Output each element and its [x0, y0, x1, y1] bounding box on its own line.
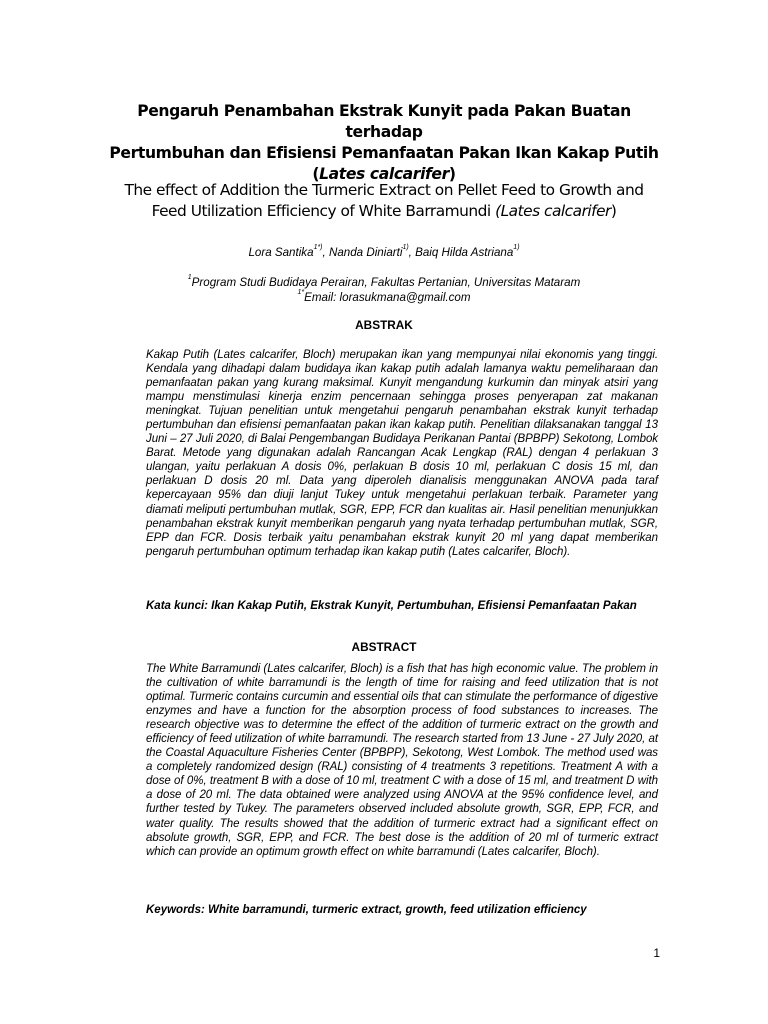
affiliation — [100, 276, 668, 305]
author-mark: 1) — [513, 244, 520, 251]
author-name: Nanda Diniarti — [328, 246, 403, 259]
abstract-body: The White Barramundi (Lates calcarifer, Bloch) is a fish that has high economic value. The problem in the cultivation of white barramundi is the length of time for raising and feed utilization that is not optimal. Turmeric contains curcumin and essential oils that can stimulate the performance of digestive enzymes and have a function for the absorption process of food substances to increases. The research objective was to determine the effect of the addition of turmeric extract on the growth and efficiency of feed utilization of white barramundi. The research started from 13 June - 27 July 2020, at the Coastal Aquaculture Fisheries Center (BPBPP), Sekotong, West Lombok. The method used was a completely randomized design (RAL) consisting of 4 treatments 3 repetitions. Treatment A with a dose of 0%, treatment B with a dose of 10 ml, treatment C with a dose of 15 ml, and treatment D with a dose of 20 ml. The data obtained were analyzed using ANOVA at the 95% confidence level, and further tested by Tukey. The parameters observed included absolute growth, SGR, EPP, FCR, and water quality. The results showed that the addition of turmeric extract had a significant effect on absolute growth, SGR, EPP, and FCR. The best dose is the addition of 20 ml of turmeric extract which can provide an optimum growth effect on white barramundi (Lates calcarifer, Bloch). — [146, 663, 658, 858]
title-english — [100, 180, 668, 222]
title-species-open: ( — [312, 165, 320, 183]
page-number: 1 — [653, 946, 660, 960]
email-line — [100, 288, 668, 306]
affiliation-mark: 1 — [187, 274, 192, 281]
email-mark: 1* — [297, 288, 305, 296]
author-mark: 1) — [402, 244, 409, 251]
abstrak-heading: ABSTRAK — [355, 318, 413, 332]
author-name: Lora Santika — [248, 246, 314, 259]
title-en-line-2-prefix: Feed Utilization Efficiency of White Barramundi — [151, 202, 496, 220]
title-id-line-1: Pengaruh Penambahan Ekstrak Kunyit pada Pakan Buatan terhadap — [137, 102, 631, 141]
title-species: Lates calcarifer — [319, 165, 449, 183]
title-species-close: ) — [448, 165, 456, 183]
author-list — [100, 246, 668, 260]
title-en-species: (Lates calcarifer — [495, 202, 611, 220]
affiliation-text: Program Studi Budidaya Perairan, Fakultas Pertanian, Universitas Mataram — [191, 276, 581, 289]
email-text: Email: lorasukmana@gmail.com — [304, 290, 471, 304]
keywords-line: Keywords: White barramundi, turmeric extract, growth, feed utilization efficiency — [146, 904, 587, 916]
affiliation-line — [100, 276, 668, 291]
title-indonesian — [100, 101, 668, 185]
kata-kunci: Kata kunci: Ikan Kakap Putih, Ekstrak Kunyit, Pertumbuhan, Efisiensi Pemanfaatan Pakan — [146, 600, 637, 612]
abstract-heading: ABSTRACT — [351, 640, 417, 654]
author-name: Baiq Hilda Astriana — [415, 246, 514, 259]
abstrak-body: Kakap Putih (Lates calcarifer, Bloch) merupakan ikan yang mempunyai nilai ekonomis yang tinggi. Kendala yang dihadapi dalam budidaya ikan kakap putih adalah lamanya waktu pemeliharaan dan pemanfaatan pakan yang kurang maksimal. Kunyit mengandung kurkumin dan minyak atsiri yang mampu menstimulasi kinerja enzim pencernaan sehingga proses penyerapan zat makanan meningkat. Tujuan penelitian untuk mengetahui pengaruh penambahan ekstrak kunyit terhadap pertumbuhan dan efisiensi pemanfaatan pakan ikan kakap putih. Penelitian dilaksanakan tanggal 13 Juni – 27 Juli 2020, di Balai Pengembangan Budidaya Perikanan Pantai (BPBPP) Sekotong, Lombok Barat. Metode yang digunakan adalah Rancangan Acak Lengkap (RAL) dengan 4 perlakuan 3 ulangan, yaitu perlakuan A dosis 0%, perlakuan B dosis 10 ml, perlakuan C dosis 15 ml, dan perlakuan D dosis 20 ml. Data yang diperoleh dianalisis menggunakan ANOVA pada taraf kepercayaan 95% dan diuji lanjut Tukey untuk mengetahui perlakuan terbaik. Parameter yang diamati meliputi pertumbuhan mutlak, SGR, EPP, FCR dan kualitas air. Hasil penelitian menunjukkan penambahan ekstrak kunyit memberikan pengaruh yang nyata terhadap pertumbuhan mutlak, SGR, EPP dan FCR. Dosis terbaik yaitu penambahan ekstrak kunyit 20 ml yang dapat memberikan pengaruh pertumbuhan optimum terhadap ikan kakap putih (Lates calcarifer, Bloch). — [146, 349, 658, 558]
title-en-line-1: The effect of Addition the Turmeric Extract on Pellet Feed to Growth and — [124, 181, 644, 199]
title-en-line-2 — [100, 201, 668, 222]
author-mark: 1*) — [313, 244, 323, 251]
title-id-line-2: Pertumbuhan dan Efisiensi Pemanfaatan Pakan Ikan Kakap Putih — [109, 144, 659, 162]
author-separator: , — [322, 246, 329, 259]
title-en-species-close: ) — [610, 202, 617, 220]
author-separator: , — [408, 246, 416, 259]
